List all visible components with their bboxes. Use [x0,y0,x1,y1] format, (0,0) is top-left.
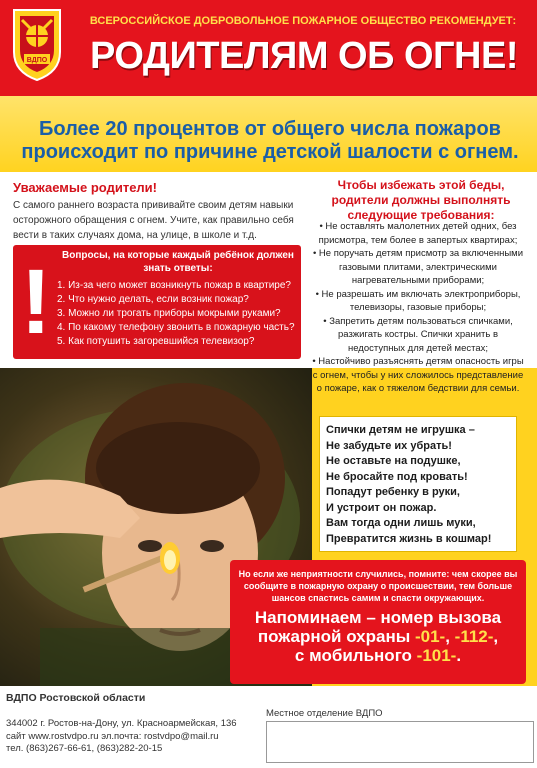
phone-number: -01- [414,627,446,646]
parents-text: С самого раннего возраста прививайте своим детям навыки осторожного обращения с огнем. Учите, как правильно себя вести в таких случаях дома, на улице, в школе и т.д. [13,200,294,241]
parents-heading: Уважаемые родители! [13,180,157,195]
footer-contacts [6,718,237,756]
footer-site-email: сайт www.rostvdpo.ru эл.почта: rostvdpo@mail.ru [6,730,219,742]
page-title: РОДИТЕЛЯМ ОБ ОГНЕ! [90,35,518,77]
requirement-item: • Запретить детям пользоваться спичками, разжигать костры. Спички хранить в недоступных для детей местах; [323,315,513,354]
emergency-reminder [236,608,520,665]
emblem-text: ВДПО [26,57,48,64]
question-item: 4. По какому телефону звонить в пожарную часть? [57,322,295,333]
warning-text: Но если же неприятности случились, помните: чем скорее вы сообщите в пожарную охрану о происшествии, тем больше шансов спастись самим и спасти окружающих. [238,569,518,603]
poem-line: Попадут ребенку в руки, [326,486,460,498]
footer-address: 344002 г. Ростов-на-Дону, ул. Красноармейская, 136 [6,718,237,729]
question-item: 1. Из-за чего может возникнуть пожар в квартире? [57,280,291,291]
header-banner [0,0,537,96]
warning-box [230,560,526,684]
requirement-item: • Не разрешать им включать электроприборы, телевизоры, газовые приборы; [315,288,521,313]
question-item: 3. Можно ли трогать приборы мокрыми руками? [57,308,281,319]
poem-line: Спички детям не игрушка – [326,424,475,436]
separator: , [493,627,499,646]
questions-list [57,279,299,349]
requirement-item: • Не поручать детям присмотр за включенными газовыми плитами, электрическими нагревательными приборами; [312,248,524,286]
local-dept-field [266,721,534,763]
poem-line: Вам тогда одни лишь муки, [326,517,476,529]
question-item: 5. Как потушить загоревшийся телевизор? [57,336,255,347]
exclamation-icon: ! [20,251,52,353]
local-dept-label: Местное отделение ВДПО [266,708,383,719]
phone-number: -101- [416,646,457,665]
poem-box [319,416,517,552]
questions-box [13,245,301,359]
reminder-line: с мобильного [294,646,417,665]
requirement-item: • Настойчиво разъяснять детям опасность игры с огнем, чтобы у них сложилось представление о пожаре, как о тяжелом бедствии для семьи. [312,356,524,394]
vdpo-emblem-icon [8,6,66,82]
question-item: 2. Что нужно делать, если возник пожар? [57,294,249,305]
questions-title: Вопросы, на которые каждый ребёнок должен знать ответы: [62,250,294,274]
phone-number: -112- [454,627,494,646]
separator: , [445,627,455,646]
requirements-list [310,220,526,396]
reminder-line: пожарной охраны [257,627,415,646]
poem-line: И устроит он пожар. [326,501,437,514]
recommends-line: ВСЕРОССИЙСКОЕ ДОБРОВОЛЬНОЕ ПОЖАРНОЕ ОБЩЕСТВО РЕКОМЕНДУЕТ: [89,15,517,27]
reminder-line: Напоминаем – номер вызова [254,608,502,627]
requirement-item: • Не оставлять малолетних детей одних, без присмотра, тем более в запертых квартирах; [318,221,518,246]
poem-line: Не бросайте под кровать! [326,470,468,483]
separator: . [456,646,462,665]
poem-line: Не оставьте на подушке, [326,455,461,467]
requirements-heading: Чтобы избежать этой беды, родители должны выполнять следующие требования: [331,178,511,222]
footer-org: ВДПО Ростовской области [6,692,146,704]
footer-phones: тел. (863)267-66-61, (863)282-20-15 [6,743,163,754]
lead-statement: Более 20 процентов от общего числа пожаров происходит по причине детской шалости с огнем. [21,118,519,163]
poem-line: Превратится жизнь в кошмар! [326,532,492,545]
poem-line: Не забудьте их убрать! [326,439,452,452]
